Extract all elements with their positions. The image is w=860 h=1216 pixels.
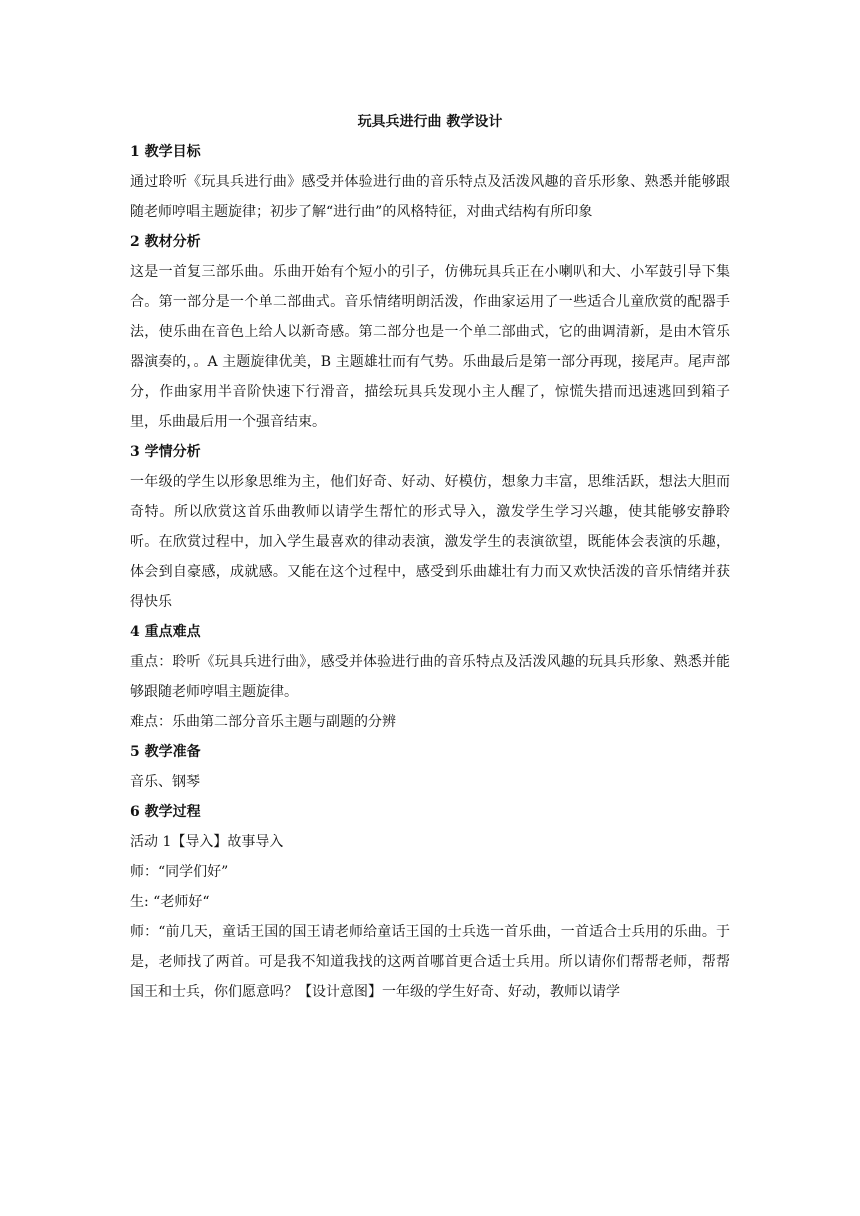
paragraph: 活动 1【导入】故事导入 <box>130 834 284 850</box>
document-title: 玩具兵进行曲 教学设计 <box>357 114 503 130</box>
paragraph: 师：“前几天，童话王国的国王请老师给童话王国的士兵选一首乐曲，一首适合士兵用的乐曲。于是，老师找了两首。可是我不知道我找的这两首哪首更合适士兵用。所以请你们帮帮老师，帮帮国王和士兵，你们愿意吗？【设计意图】一年级的学生好奇、好动，教师以请学 <box>130 924 730 1000</box>
section-heading-objectives: 1 教学目标 <box>130 144 201 160</box>
paragraph: 重点：聆听《玩具兵进行曲》，感受并体验进行曲的音乐特点及活泼风趣的玩具兵形象、熟悉并能够跟随老师哼唱主题旋律。 <box>130 654 730 700</box>
section-heading-preparation: 5 教学准备 <box>130 744 201 760</box>
paragraph: 生: “老师好“ <box>130 894 210 910</box>
section-heading-student-analysis: 3 学情分析 <box>130 444 201 460</box>
paragraph: 音乐、钢琴 <box>130 774 200 790</box>
paragraph: 师：“同学们好” <box>130 864 229 880</box>
document-body <box>130 107 730 1007</box>
paragraph: 难点：乐曲第二部分音乐主题与副题的分辨 <box>130 714 396 730</box>
paragraph: 这是一首复三部乐曲。乐曲开始有个短小的引子，仿佛玩具兵正在小喇叭和大、小军鼓引导下集合。第一部分是一个单二部曲式。音乐情绪明朗活泼，作曲家运用了一些适合儿童欣赏的配器手法，使乐曲在音色上给人以新奇感。第二部分也是一个单二部曲式，它的曲调清新，是由木管乐器演奏的，。A 主题旋律优美，B 主题雄壮而有气势。乐曲最后是第一部分再现，接尾声。尾声部分，作曲家用半音阶快速下行滑音，描绘玩具兵发现小主人醒了，惊慌失措而迅速逃回到箱子里，乐曲最后用一个强音结束。 <box>130 264 730 430</box>
section-heading-key-points: 4 重点难点 <box>130 624 201 640</box>
section-heading-process: 6 教学过程 <box>130 804 201 820</box>
section-heading-material-analysis: 2 教材分析 <box>130 234 201 250</box>
paragraph: 一年级的学生以形象思维为主，他们好奇、好动、好模仿，想象力丰富，思维活跃，想法大胆而奇特。所以欣赏这首乐曲教师以请学生帮忙的形式导入，激发学生学习兴趣，使其能够安静聆听。在欣赏过程中，加入学生最喜欢的律动表演，激发学生的表演欲望，既能体会表演的乐趣，体会到自豪感，成就感。又能在这个过程中，感受到乐曲雄壮有力而又欢快活泼的音乐情绪并获得快乐 <box>130 474 730 610</box>
paragraph: 通过聆听《玩具兵进行曲》感受并体验进行曲的音乐特点及活泼风趣的音乐形象、熟悉并能够跟随老师哼唱主题旋律；初步了解“进行曲”的风格特征，对曲式结构有所印象 <box>130 174 730 220</box>
